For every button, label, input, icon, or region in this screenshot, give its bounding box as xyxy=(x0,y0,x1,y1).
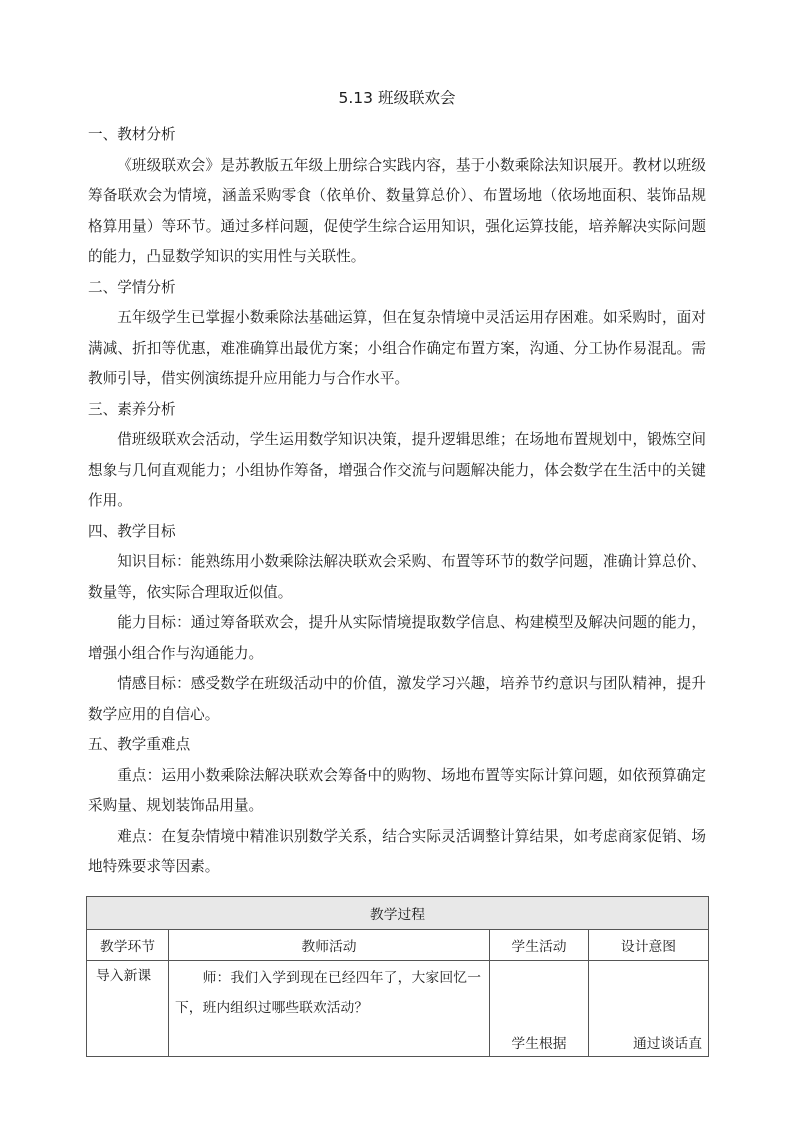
section-paragraph: 《班级联欢会》是苏教版五年级上册综合实践内容，基于小数乘除法知识展开。教材以班级筹备联欢会为情境，涵盖采购零食（依单价、数量算总价）、布置场地（依场地面积、装饰品规格算用量）等环节。通过多样问题，促使学生综合运用知识，强化运算技能，培养解决实际问题的能力，凸显数学知识的实用性与关联性。 xyxy=(88,156,706,265)
section-paragraph-emotion-goal: 情感目标：感受数学在班级活动中的价值，激发学习兴趣，培养节约意识与团队精神，提升数学应用的自信心。 xyxy=(88,675,706,723)
column-header-design-intent: 设计意图 xyxy=(589,930,709,961)
student-activity-text: 学生根据 xyxy=(511,1036,567,1052)
table-banner-row xyxy=(87,897,709,930)
design-intent-text: 通过谈话直 xyxy=(633,1036,702,1052)
section-heading-learner-analysis: 二、学情分析 xyxy=(88,278,176,296)
section-paragraph-key-point: 重点：运用小数乘除法解决联欢会筹备中的购物、场地布置等实际计算问题，如依预算确定采购量、规划装饰品用量。 xyxy=(88,766,706,814)
section-paragraph: 借班级联欢会活动，学生运用数学知识决策，提升逻辑思维；在场地布置规划中，锻炼空间想象与几何直观能力；小组协作筹备，增强合作交流与问题解决能力，体会数学在生活中的关键作用。 xyxy=(88,431,706,509)
section-paragraph-ability-goal: 能力目标：通过筹备联欢会，提升从实际情境提取数学信息、构建模型及解决问题的能力，增强小组合作与沟通能力。 xyxy=(88,614,706,662)
section-paragraph-knowledge-goal: 知识目标：能熟练用小数乘除法解决联欢会采购、布置等环节的数学问题，准确计算总价、数量等，依实际合理取近似值。 xyxy=(88,553,706,601)
column-header-stage: 教学环节 xyxy=(87,930,169,961)
table-row xyxy=(87,961,709,1057)
design-intent-cell xyxy=(589,961,709,1057)
teacher-activity-cell: 师：我们入学到现在已经四年了，大家回忆一下，班内组织过哪些联欢活动？ xyxy=(169,961,490,1057)
table-header-row xyxy=(87,930,709,961)
section-paragraph-difficult-point: 难点：在复杂情境中精准识别数学关系，结合实际灵活调整计算结果，如考虑商家促销、场地特殊要求等因素。 xyxy=(88,827,706,875)
teaching-process-table xyxy=(86,896,709,1057)
document-title: 5.13 班级联欢会 xyxy=(338,89,456,107)
section-heading-key-difficult-points: 五、教学重难点 xyxy=(88,736,191,753)
column-header-teacher-activity: 教师活动 xyxy=(169,930,490,961)
column-header-student-activity: 学生活动 xyxy=(490,930,589,961)
section-paragraph: 五年级学生已掌握小数乘除法基础运算，但在复杂情境中灵活运用存困难。如采购时，面对满减、折扣等优惠，难准确算出最优方案；小组合作确定布置方案，沟通、分工协作易混乱。需教师引导，借实例演练提升应用能力与合作水平。 xyxy=(88,309,706,387)
student-activity-cell xyxy=(490,961,589,1057)
section-heading-teaching-goals: 四、教学目标 xyxy=(88,522,176,540)
document-body xyxy=(88,120,706,883)
section-heading-literacy-analysis: 三、素养分析 xyxy=(88,400,176,418)
stage-cell: 导入新课 xyxy=(87,961,169,1057)
table-banner: 教学过程 xyxy=(87,897,709,930)
section-heading-textbook-analysis: 一、教材分析 xyxy=(88,126,176,143)
